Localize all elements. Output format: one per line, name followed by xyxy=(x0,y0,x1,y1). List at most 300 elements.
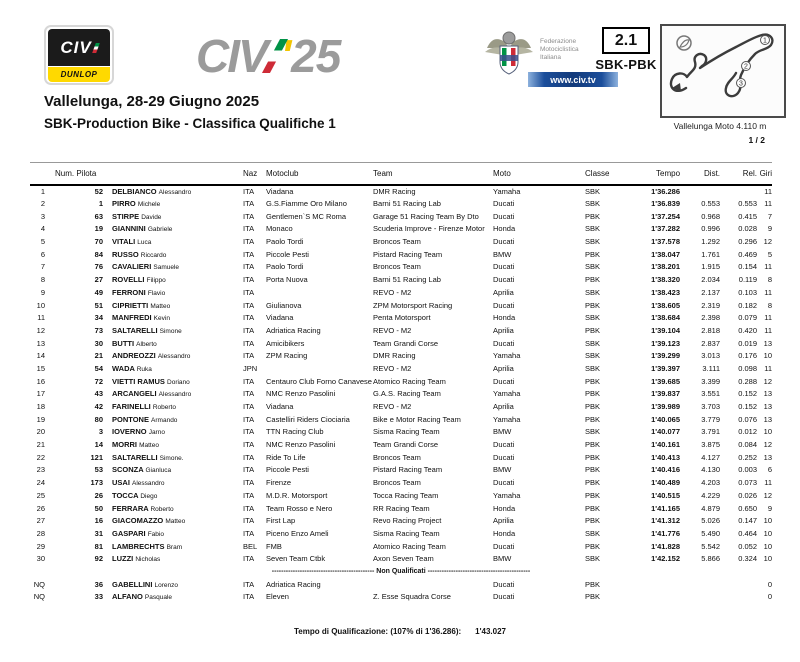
bike-number-cell: 27 xyxy=(94,275,103,285)
results-tbody xyxy=(30,185,772,604)
dunlop-logo-text: DUNLOP xyxy=(60,70,98,79)
motoclub-cell: Piceno Enzo Ameli xyxy=(266,528,329,538)
moto-cell: Yamaha xyxy=(493,351,521,361)
team-cell: Sisma Racing Team xyxy=(373,528,440,538)
team-cell: Broncos Team xyxy=(373,237,421,247)
bike-number-cell: 30 xyxy=(94,338,103,348)
position-cell: 18 xyxy=(36,402,45,412)
nationality-cell: ITA xyxy=(243,554,255,564)
time-cell: 1'39.989 xyxy=(651,402,681,412)
table-row xyxy=(30,426,772,439)
class-cell: PBK xyxy=(585,516,601,526)
motoclub-cell: Piccole Pesti xyxy=(266,249,309,259)
table-row xyxy=(30,311,772,324)
team-cell: ZPM Motorsport Racing xyxy=(373,300,453,310)
pilot-name-cell: SALTARELLI Simone xyxy=(112,325,182,335)
header-naz: Naz xyxy=(243,168,258,178)
pilot-name-cell: SALTARELLI Simone. xyxy=(112,452,184,462)
position-cell: 12 xyxy=(36,325,45,335)
time-cell: 1'39.397 xyxy=(651,363,681,373)
position-cell: 13 xyxy=(36,338,45,348)
fmi-name-line2: Motociclistica xyxy=(540,46,579,53)
nationality-cell: ITA xyxy=(243,351,255,361)
relative-gap-cell: 0.415 xyxy=(738,211,758,221)
position-cell: 29 xyxy=(36,541,45,551)
nationality-cell: ITA xyxy=(243,186,255,196)
pilot-name-cell: BUTTI Alberto xyxy=(112,338,157,348)
distance-cell: 2.319 xyxy=(701,300,721,310)
moto-cell: Yamaha xyxy=(493,414,521,424)
team-cell: REVO - M2 xyxy=(373,363,412,373)
laps-cell: 12 xyxy=(763,237,773,247)
moto-cell: Ducati xyxy=(493,199,515,209)
laps-cell: 10 xyxy=(763,351,773,361)
relative-gap-cell xyxy=(722,185,759,198)
pilot-name-cell: CIPRIETTI Matteo xyxy=(112,300,171,310)
pilot-name-cell: GASPARI Fabio xyxy=(112,528,164,538)
class-cell: SBK xyxy=(585,351,601,361)
track-map xyxy=(660,24,786,118)
nationality-cell: ITA xyxy=(243,452,255,462)
team-cell: Garage 51 Racing Team By Dto xyxy=(373,211,479,221)
pilot-name-cell: SCONZA Gianluca xyxy=(112,465,172,475)
time-cell: 1'38.320 xyxy=(651,275,681,285)
bike-number-cell: 33 xyxy=(94,592,103,602)
bike-number-cell: 14 xyxy=(94,440,103,450)
team-cell xyxy=(373,578,493,591)
bike-number-cell: 42 xyxy=(94,402,103,412)
moto-cell: Ducati xyxy=(493,300,515,310)
time-cell: 1'39.837 xyxy=(651,389,681,399)
laps-cell: 10 xyxy=(763,427,773,437)
bike-number-cell: 49 xyxy=(94,287,103,297)
time-cell: 1'40.413 xyxy=(651,452,681,462)
distance-cell: 3.779 xyxy=(701,414,721,424)
class-cell: SBK xyxy=(585,313,601,323)
motoclub-cell: Ride To Life xyxy=(266,452,306,462)
time-cell: 1'38.605 xyxy=(651,300,681,310)
table-row xyxy=(30,451,772,464)
team-cell: Sisma Racing Team xyxy=(373,427,440,437)
class-cell: SBK xyxy=(585,199,601,209)
position-cell: 22 xyxy=(36,452,45,462)
pilot-first-name: Nicholas xyxy=(135,556,161,564)
laps-cell: 12 xyxy=(763,376,773,386)
laps-cell: 11 xyxy=(764,262,773,272)
relative-gap-cell: 0.028 xyxy=(738,224,758,234)
moto-cell: Honda xyxy=(493,313,516,323)
relative-gap-cell: 0.182 xyxy=(738,300,758,310)
table-row xyxy=(30,388,772,401)
pilot-first-name: Roberto xyxy=(150,505,174,513)
time-cell: 1'39.104 xyxy=(651,325,681,335)
moto-cell: Aprilia xyxy=(493,402,514,412)
table-row xyxy=(30,261,772,274)
header-position xyxy=(30,163,48,185)
civ25-year-text: 25 xyxy=(291,30,341,82)
moto-cell: Ducati xyxy=(493,478,515,488)
turn-2-label: 2 xyxy=(744,63,748,71)
motoclub-cell: M.D.R. Motorsport xyxy=(266,490,328,500)
moto-cell: Ducati xyxy=(493,237,515,247)
table-row xyxy=(30,413,772,426)
time-cell: 1'39.299 xyxy=(651,351,681,361)
team-cell: REVO - M2 xyxy=(373,325,412,335)
bike-number-cell: 63 xyxy=(94,211,103,221)
relative-gap-cell: 0.019 xyxy=(738,338,758,348)
pilot-name-cell: IOVERNO Jarno xyxy=(112,427,165,437)
distance-cell: 0.553 xyxy=(701,199,721,209)
distance-cell: 4.127 xyxy=(701,452,721,462)
bike-number-cell: 173 xyxy=(90,478,103,488)
position-cell: 9 xyxy=(40,287,45,297)
nationality-cell: ITA xyxy=(243,427,255,437)
moto-cell: Ducati xyxy=(493,452,515,462)
header-dist: Dist. xyxy=(704,168,721,178)
distance-cell: 3.551 xyxy=(701,389,721,399)
distance-cell: 3.791 xyxy=(701,427,721,437)
relative-gap-cell: 0.003 xyxy=(738,465,758,475)
time-cell: 1'41.165 xyxy=(651,503,681,513)
pilot-first-name: Fabio xyxy=(147,530,164,538)
class-cell: PBK xyxy=(585,440,601,450)
laps-cell: 12 xyxy=(763,440,773,450)
pilot-first-name: Filippo xyxy=(146,277,166,285)
bike-number-cell: 53 xyxy=(94,465,103,475)
nationality-cell: ITA xyxy=(243,249,255,259)
event-title: Vallelunga, 28-29 Giugno 2025 xyxy=(44,93,260,110)
class-cell: PBK xyxy=(585,211,601,221)
position-cell: 3 xyxy=(40,211,45,221)
pilot-first-name: Simone. xyxy=(159,454,184,462)
distance-cell: 3.875 xyxy=(701,440,721,450)
position-cell: 4 xyxy=(40,224,45,234)
laps-cell: 10 xyxy=(763,554,773,564)
moto-cell: Yamaha xyxy=(493,490,521,500)
time-cell: 1'40.161 xyxy=(651,440,681,450)
motoclub-cell: Centauro Club Forno Canavese xyxy=(266,376,372,386)
table-row xyxy=(30,286,772,299)
motoclub-cell: NMC Renzo Pasolini xyxy=(266,440,336,450)
table-row xyxy=(30,438,772,451)
team-cell: Revo Racing Project xyxy=(373,516,442,526)
moto-cell: Ducati xyxy=(493,376,515,386)
fmi-name-line3: Italiana xyxy=(540,54,561,61)
distance-cell: 1.915 xyxy=(701,262,721,272)
class-cell: SBK xyxy=(585,528,601,538)
position-cell: 21 xyxy=(36,440,45,450)
pilot-first-name: Gianluca xyxy=(145,467,172,475)
time-cell: 1'39.685 xyxy=(651,376,681,386)
pilot-name-cell: PONTONE Armando xyxy=(112,414,178,424)
distance-cell: 2.837 xyxy=(701,338,721,348)
motoclub-cell: Piccole Pesti xyxy=(266,465,309,475)
time-cell xyxy=(642,591,682,604)
relative-gap-cell: 0.103 xyxy=(738,287,758,297)
moto-cell: Ducati xyxy=(493,262,515,272)
relative-gap-cell: 0.553 xyxy=(738,199,758,209)
bike-number-cell: 21 xyxy=(94,351,103,361)
position-cell: 17 xyxy=(36,389,45,399)
header-num-pilota: Num. Pilota xyxy=(55,168,97,178)
moto-cell: Aprilia xyxy=(493,287,514,297)
relative-gap-cell: 0.296 xyxy=(738,237,758,247)
pilot-name-cell: RUSSO Riccardo xyxy=(112,249,167,259)
pilot-first-name: Armando xyxy=(151,416,178,424)
position-cell: 19 xyxy=(36,414,45,424)
position-cell: 14 xyxy=(36,351,45,361)
moto-cell: Ducati xyxy=(493,338,515,348)
turn-1-label: 1 xyxy=(763,37,767,45)
team-cell: Team Grandi Corse xyxy=(373,440,439,450)
relative-gap-cell: 0.152 xyxy=(738,389,758,399)
distance-cell: 4.879 xyxy=(701,503,721,513)
laps-cell: 11 xyxy=(764,478,773,488)
position-cell: 20 xyxy=(36,427,45,437)
distance-cell: 5.866 xyxy=(701,554,721,564)
team-cell: Barni 51 Racing Lab xyxy=(373,275,441,285)
pilot-name-cell: ALFANO Pasquale xyxy=(112,592,173,602)
relative-gap-cell: 0.288 xyxy=(738,376,758,386)
moto-cell: Aprilia xyxy=(493,363,514,373)
pilot-name-cell: ARCANGELI Alessandro xyxy=(112,389,192,399)
header-giri: Giri xyxy=(759,168,773,178)
track-caption: Vallelunga Moto 4.110 m xyxy=(673,121,767,131)
pilot-first-name: Flavio xyxy=(147,289,166,297)
team-cell: Broncos Team xyxy=(373,452,421,462)
bike-number-cell: 70 xyxy=(94,237,103,247)
team-cell: Barni 51 Racing Lab xyxy=(373,199,441,209)
laps-cell: 0 xyxy=(767,592,773,602)
pilot-first-name: Luca xyxy=(137,239,152,247)
distance-cell: 3.703 xyxy=(701,402,721,412)
pilot-name-cell: VITALI Luca xyxy=(112,237,152,247)
session-number-box xyxy=(602,27,650,54)
moto-cell: Yamaha xyxy=(493,186,521,196)
nationality-cell: ITA xyxy=(243,376,255,386)
results-table xyxy=(30,162,772,603)
laps-cell: 11 xyxy=(764,287,773,297)
page-number: 1 / 2 xyxy=(748,135,765,145)
nationality-cell: ITA xyxy=(243,592,255,602)
nationality-cell: ITA xyxy=(243,211,255,221)
moto-cell: Ducati xyxy=(493,592,515,602)
nationality-cell: ITA xyxy=(243,516,255,526)
position-cell: 25 xyxy=(36,490,45,500)
relative-gap-cell: 0.464 xyxy=(738,528,758,538)
pilot-name-cell: MORRI Matteo xyxy=(112,440,159,450)
position-cell: 23 xyxy=(36,465,45,475)
class-cell: PBK xyxy=(585,389,601,399)
pilot-name-cell: GIACOMAZZO Matteo xyxy=(112,516,186,526)
bike-number-cell: 80 xyxy=(94,414,103,424)
table-row xyxy=(30,400,772,413)
pilot-name-cell: GIANNINI Gabriele xyxy=(112,224,173,234)
distance-cell: 5.490 xyxy=(701,528,721,538)
position-cell: 30 xyxy=(36,554,45,564)
bike-number-cell: 34 xyxy=(94,313,103,323)
bike-number-cell: 92 xyxy=(94,554,103,564)
relative-gap-cell: 0.154 xyxy=(738,262,758,272)
laps-cell: 11 xyxy=(764,186,773,196)
bike-number-cell: 3 xyxy=(98,427,103,437)
table-row xyxy=(30,273,772,286)
bike-number-cell: 52 xyxy=(94,186,103,196)
nationality-cell: ITA xyxy=(243,503,255,513)
laps-cell: 9 xyxy=(767,503,773,513)
relative-gap-cell: 0.147 xyxy=(738,516,758,526)
pilot-name-cell: PIRRO Michele xyxy=(112,199,161,209)
motoclub-cell: Amicibikers xyxy=(266,338,305,348)
bike-number-cell: 81 xyxy=(94,541,103,551)
distance-cell xyxy=(682,591,722,604)
nationality-cell: ITA xyxy=(243,579,255,589)
class-cell: SBK xyxy=(585,224,601,234)
pilot-name-cell: TOCCA Diego xyxy=(112,490,158,500)
position-cell: 5 xyxy=(40,237,45,247)
pilot-name-cell: DELBIANCO Alessandro xyxy=(112,186,192,196)
class-cell: PBK xyxy=(585,402,601,412)
position-cell: 28 xyxy=(36,528,45,538)
relative-gap-cell: 0.073 xyxy=(738,478,758,488)
laps-cell: 5 xyxy=(767,249,773,259)
header-team: Team xyxy=(373,168,393,178)
nationality-cell: ITA xyxy=(243,199,255,209)
laps-cell: 8 xyxy=(767,275,773,285)
distance-cell xyxy=(682,185,722,198)
table-row xyxy=(30,476,772,489)
time-cell: 1'36.286 xyxy=(651,186,681,196)
time-cell: 1'40.515 xyxy=(651,490,681,500)
table-row xyxy=(30,223,772,236)
pilot-name-cell: LAMBRECHTS Bram xyxy=(112,541,183,551)
relative-gap-cell: 0.084 xyxy=(738,440,758,450)
laps-cell: 0 xyxy=(767,579,773,589)
motoclub-cell: Firenze xyxy=(266,478,292,488)
civ25-logo xyxy=(196,32,340,80)
position-cell: 6 xyxy=(40,249,45,259)
table-row xyxy=(30,514,772,527)
class-cell: SBK xyxy=(585,338,601,348)
civ-tv-banner xyxy=(528,72,618,87)
class-cell: SBK xyxy=(585,262,601,272)
nationality-cell: JPN xyxy=(243,363,258,373)
nationality-cell: ITA xyxy=(243,325,255,335)
relative-gap-cell: 0.098 xyxy=(738,363,758,373)
class-cell: PBK xyxy=(585,300,601,310)
header-classe: Classe xyxy=(585,168,610,178)
relative-gap-cell: 0.420 xyxy=(738,325,758,335)
motoclub-cell: Viadana xyxy=(266,186,294,196)
motoclub-cell: ZPM Racing xyxy=(266,351,308,361)
laps-cell: 9 xyxy=(767,224,773,234)
motoclub-cell: First Lap xyxy=(266,516,296,526)
time-cell: 1'40.416 xyxy=(651,465,681,475)
motoclub-cell: Adriatica Racing xyxy=(266,579,321,589)
distance-cell: 2.398 xyxy=(701,313,721,323)
class-cell: PBK xyxy=(585,478,601,488)
motoclub-cell: Monaco xyxy=(266,224,293,234)
pilot-name-cell: ROVELLI Filippo xyxy=(112,275,166,285)
motoclub-cell: NMC Renzo Pasolini xyxy=(266,389,336,399)
distance-cell: 2.137 xyxy=(701,287,721,297)
time-cell: 1'36.839 xyxy=(651,199,681,209)
team-cell: Atomico Racing Team xyxy=(373,541,446,551)
moto-cell: Ducati xyxy=(493,211,515,221)
moto-cell: Aprilia xyxy=(493,516,514,526)
laps-cell: 13 xyxy=(763,338,773,348)
team-cell: DMR Racing xyxy=(373,186,416,196)
team-cell: G.A.S. Racing Team xyxy=(373,389,441,399)
time-cell: 1'41.312 xyxy=(651,516,681,526)
motoclub-cell: Paolo Tordi xyxy=(266,237,304,247)
table-row xyxy=(30,552,772,565)
nationality-cell: ITA xyxy=(243,338,255,348)
moto-cell: Ducati xyxy=(493,440,515,450)
relative-gap-cell: 0.119 xyxy=(738,275,758,285)
nationality-cell: ITA xyxy=(243,440,255,450)
nationality-cell: ITA xyxy=(243,300,255,310)
team-cell: Atomico Racing Team xyxy=(373,376,446,386)
relative-gap-cell: 0.052 xyxy=(738,541,758,551)
bike-number-cell: 31 xyxy=(94,528,103,538)
class-cell: PBK xyxy=(585,325,601,335)
motoclub-cell: Viadana xyxy=(266,402,294,412)
distance-cell: 4.229 xyxy=(701,490,721,500)
distance-cell: 1.761 xyxy=(701,249,721,259)
pilot-name-cell: MANFREDI Kevin xyxy=(112,313,170,323)
laps-cell: 13 xyxy=(763,414,773,424)
position-cell: 8 xyxy=(40,275,45,285)
header-tempo: Tempo xyxy=(656,168,681,178)
distance-cell: 0.996 xyxy=(701,224,721,234)
motoclub-cell xyxy=(266,286,373,299)
civ-logo-box xyxy=(48,29,110,66)
pilot-first-name: Roberto xyxy=(152,404,176,412)
time-cell: 1'37.578 xyxy=(651,237,681,247)
class-cell: PBK xyxy=(585,376,601,386)
qualification-time-label: Tempo di Qualificazione: (107% di 1'36.286): xyxy=(294,627,462,636)
pilot-first-name: Gabriele xyxy=(147,226,173,234)
turn-3-label: 3 xyxy=(739,80,743,88)
nationality-cell: ITA xyxy=(243,402,255,412)
nationality-cell: ITA xyxy=(243,237,255,247)
distance-cell: 4.130 xyxy=(701,465,721,475)
time-cell: 1'39.123 xyxy=(651,338,681,348)
distance-cell: 1.292 xyxy=(701,237,721,247)
time-cell: 1'38.684 xyxy=(651,313,681,323)
table-row xyxy=(30,248,772,261)
team-cell: Pistard Racing Team xyxy=(373,465,443,475)
relative-gap-cell: 0.076 xyxy=(738,414,758,424)
relative-gap-cell: 0.650 xyxy=(738,503,758,513)
class-cell: SBK xyxy=(585,363,601,373)
bike-number-cell: 16 xyxy=(94,516,103,526)
pilot-first-name: Bram xyxy=(166,543,183,551)
moto-cell: Ducati xyxy=(493,275,515,285)
table-header-row xyxy=(30,163,772,185)
pilot-first-name: Matteo xyxy=(139,442,159,450)
laps-cell: 7 xyxy=(767,211,773,221)
qualification-time-value: 1'43.027 xyxy=(475,627,506,636)
nationality-cell: ITA xyxy=(243,414,255,424)
team-cell: Axon Seven Team xyxy=(373,554,434,564)
nationality-cell: ITA xyxy=(243,275,255,285)
header-motoclub: Motoclub xyxy=(266,168,299,178)
motoclub-cell: TTN Racing Club xyxy=(266,427,324,437)
relative-gap-cell: 0.176 xyxy=(738,351,758,361)
class-cell: SBK xyxy=(585,554,601,564)
